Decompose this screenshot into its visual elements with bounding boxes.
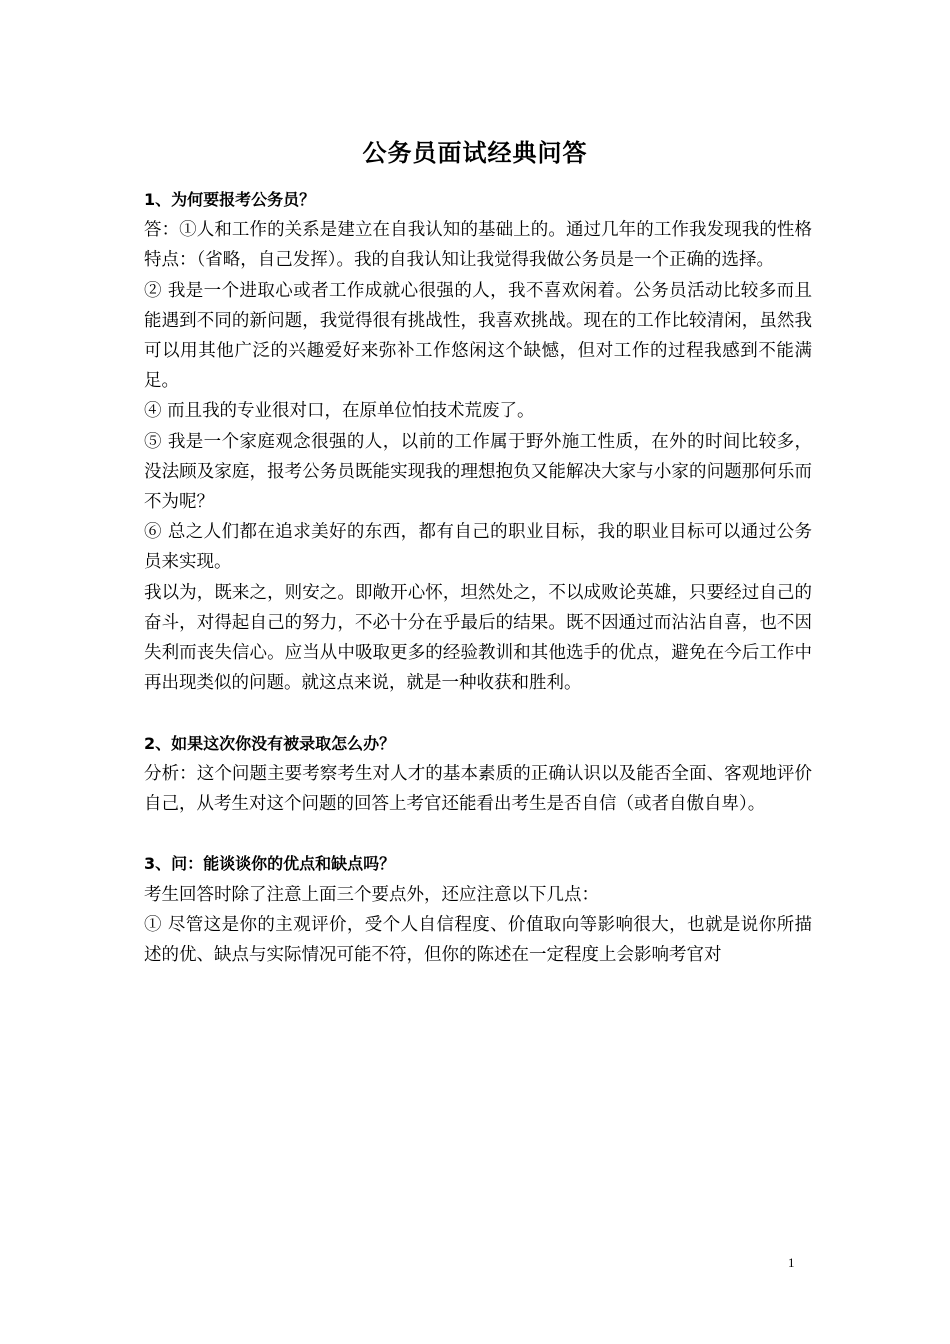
question-1-paragraph: ④ 而且我的专业很对口，在原单位怕技术荒废了。 (144, 401, 535, 422)
question-1-paragraph: 我以为，既来之，则安之。即敞开心怀，坦然处之，不以成败论英雄，只要经过自己的奋斗，对得起自己的努力，不必十分在乎最后的结果。既不因通过而沾沾自喜，也不因失利而丧失信心。应当从中吸取更多的经验教训和其他选手的优点，避免在今后工作中再出现类似的问题。就这点来说，就是一种收获和胜利。 (144, 582, 812, 694)
page-number: 1 (788, 1255, 795, 1270)
paragraph-spacer (144, 698, 812, 728)
question-1-heading: 1、为何要报考公务员？ (144, 190, 316, 209)
document-body (144, 185, 812, 970)
question-1-paragraph: ② 我是一个进取心或者工作成就心很强的人，我不喜欢闲着。公务员活动比较多而且能遇到不同的新问题，我觉得很有挑战性，我喜欢挑战。现在的工作比较清闲，虽然我可以用其他广泛的兴趣爱好来弥补工作悠闲这个缺憾，但对工作的过程我感到不能满足。 (144, 280, 812, 392)
question-2-heading: 2、如果这次你没有被录取怎么办？ (144, 733, 396, 753)
question-3-paragraph: 考生回答时除了注意上面三个要点外，还应注意以下几点： (144, 884, 599, 905)
document-title: 公务员面试经典问答 (362, 139, 588, 167)
question-1-paragraph: 答：①人和工作的关系是建立在自我认知的基础上的。通过几年的工作我发现我的性格特点：（省略，自己发挥）。我的自我认知让我觉得我做公务员是一个正确的选择。 (144, 220, 812, 271)
paragraph-spacer (144, 819, 812, 849)
question-1-paragraph: ⑥ 总之人们都在追求美好的东西，都有自己的职业目标，我的职业目标可以通过公务员来实现。 (144, 522, 812, 573)
question-3-paragraph: ① 尽管这是你的主观评价，受个人自信程度、价值取向等影响很大，也就是说你所描述的优、缺点与实际情况可能不符，但你的陈述在一定程度上会影响考官对 (144, 914, 812, 966)
question-3-heading: 3、问：能谈谈你的优点和缺点吗？ (144, 854, 396, 874)
question-1-paragraph: ⑤ 我是一个家庭观念很强的人，以前的工作属于野外施工性质，在外的时间比较多，没法顾及家庭，报考公务员既能实现我的理想抱负又能解决大家与小家的问题那何乐而不为呢？ (144, 431, 812, 513)
question-2-paragraph: 分析：这个问题主要考察考生对人才的基本素质的正确认识以及能否全面、客观地评价自己，从考生对这个问题的回答上考官还能看出考生是否自信（或者自傲自卑）。 (144, 763, 812, 815)
